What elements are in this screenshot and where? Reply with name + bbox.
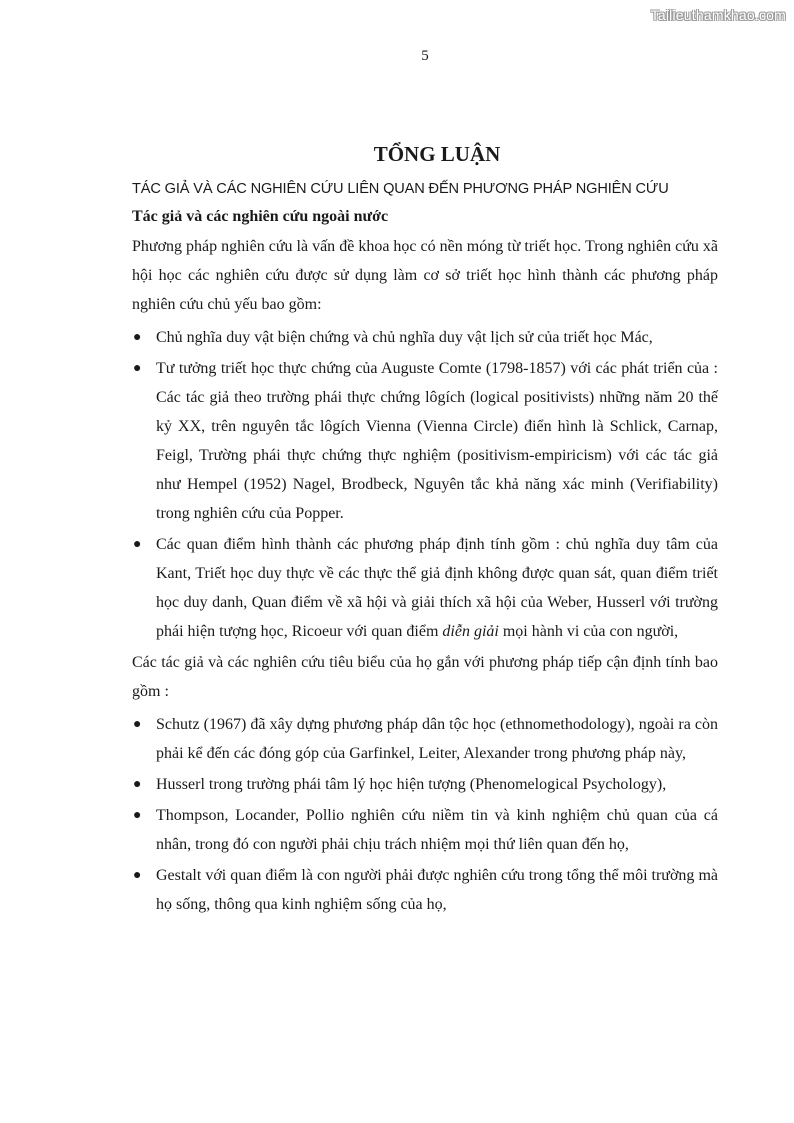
list-item	[132, 323, 718, 352]
bullet-icon: ●	[133, 537, 142, 552]
bullet-icon: ●	[133, 868, 142, 883]
section-heading: Tác giả và các nghiên cứu ngoài nước	[132, 208, 389, 225]
qualitative-paragraph: Các tác giả và các nghiên cứu tiêu biểu của họ gắn với phương pháp tiếp cận định tính bao gồm :	[132, 654, 718, 700]
page-number: 5	[421, 48, 429, 64]
bullet-icon: ●	[133, 361, 142, 376]
list-item-emphasis: diễn giải	[442, 623, 499, 640]
list-item-text: Gestalt với quan điểm là con người phải được nghiên cứu trong tổng thể môi trường mà họ sống, thông qua kinh nghiệm sống của họ,	[156, 867, 718, 913]
page-title: TỔNG LUẬN	[373, 142, 501, 166]
list-item-text-tail: mọi hành vi của con người,	[498, 623, 679, 640]
list-item	[132, 530, 718, 646]
list-item	[132, 861, 718, 919]
list-item	[132, 770, 718, 799]
document-body	[132, 142, 718, 921]
list-item-text: Husserl trong trường phái tâm lý học hiện tượng (Phenomelogical Psychology),	[156, 776, 667, 793]
list-item-text: Các quan điểm hình thành các phương pháp định tính gồm : chủ nghĩa duy tâm của Kant, Triết học duy thực về các thực thể giả định không được quan sát, quan điểm triết học duy danh, Quan điểm về xã hội và giải thích xã hội của Weber, Husserl với trường phái hiện tượng học, Ricoeur với quan điểm	[156, 536, 718, 640]
bullet-icon: ●	[133, 717, 142, 732]
intro-paragraph: Phương pháp nghiên cứu là vấn đề khoa học có nền móng từ triết học. Trong nghiên cứu xã hội học các nghiên cứu được sử dụng làm cơ sở triết học hình thành các phương pháp nghiên cứu chủ yếu bao gồm:	[132, 238, 718, 313]
bullet-icon: ●	[133, 808, 142, 823]
list-item-text: Thompson, Locander, Pollio nghiên cứu niềm tin và kinh nghiệm chủ quan của cá nhân, trong đó con người phải chịu trách nhiệm mọi thứ liên quan đến họ,	[156, 807, 718, 853]
bullet-icon: ●	[133, 330, 142, 345]
list-item-text: Chủ nghĩa duy vật biện chứng và chủ nghĩa duy vật lịch sử của triết học Mác,	[156, 329, 653, 346]
philosophy-list	[132, 323, 718, 646]
list-item-text: Tư tưởng triết học thực chứng của Auguste Comte (1798-1857) với các phát triển của : Các tác giả theo trường phái thực chứng lôgích (logical positivists) những năm 20 thế kỷ XX, trên nguyên tắc lôgích Vienna (Vienna Circle) điển hình là Schlick, Carnap, Feigl, Trường phái thực chứng thực nghiệm (positivism-empiricism) với các tác giả như Hempel (1952) Nagel, Brodbeck, Nguyên tắc khả năng xác minh (Verifiability) trong nghiên cứu của Popper.	[156, 360, 718, 522]
list-item	[132, 710, 718, 768]
list-item	[132, 801, 718, 859]
watermark-text: Tailieuthamkhao.com	[650, 7, 786, 23]
qualitative-authors-list	[132, 710, 718, 919]
list-item-text: Schutz (1967) đã xây dựng phương pháp dân tộc học (ethnomethodology), ngoài ra còn phải kể đến các đóng góp của Garfinkel, Leiter, Alexander trong phương pháp này,	[156, 716, 718, 762]
list-item	[132, 354, 718, 528]
bullet-icon: ●	[133, 777, 142, 792]
chapter-subheading: TÁC GIẢ VÀ CÁC NGHIÊN CỨU LIÊN QUAN ĐẾN PHƯƠNG PHÁP NGHIÊN CỨU	[132, 181, 669, 197]
